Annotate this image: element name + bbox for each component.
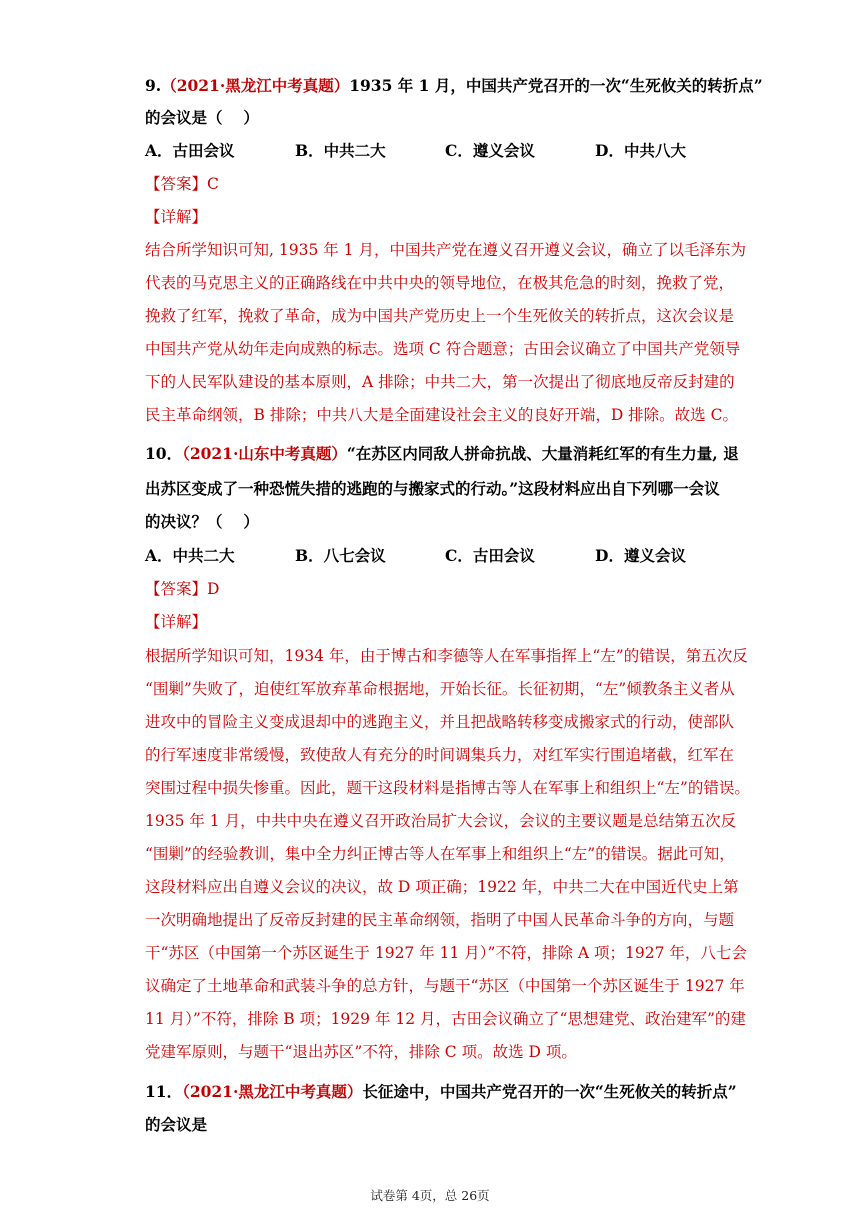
q9-option-a: A．古田会议 (145, 141, 235, 160)
q9-explanation-line: 结合所学知识可知, 1935 年 1 月，中国共产党在遵义召开遵义会议，确立了以毛泽东为 (145, 241, 746, 259)
q10-option-a: A．中共二大 (145, 546, 235, 565)
answer-label: 【答案】 (145, 175, 208, 193)
question-stem: 1935 年 1 月，中国共产党召开的一次“生死攸关的转折点” (349, 76, 763, 95)
q10-option-c: C．古田会议 (445, 546, 535, 565)
question-9-stem-line-1 (145, 76, 763, 96)
q10-explanation-line: 党建军原则，与题干“退出苏区”不符，排除 C 项。故选 D 项。 (145, 1043, 577, 1061)
question-number: 11． (145, 1082, 183, 1101)
q9-explanation-line: 民主革命纲领，B 排除；中共八大是全面建设社会主义的良好开端，D 排除。故选 C。 (145, 406, 738, 424)
q10-answer (145, 579, 219, 599)
question-number: 10． (145, 444, 183, 463)
question-10-stem-line-3: 的决议？（ ） (145, 512, 259, 531)
q10-explanation-line: “围剿”失败了，迫使红军放弃革命根据地，开始长征。长征初期，“左”倾教条主义者从 (145, 680, 735, 698)
q9-answer (145, 174, 219, 194)
answer-label: 【答案】 (145, 580, 208, 598)
q10-option-d: D．遵义会议 (595, 546, 686, 565)
q10-explanation-line: 11 月）”不符，排除 B 项；1929 年 12 月，古田会议确立了“思想建党、政治建军”的建 (145, 1010, 746, 1028)
q9-option-d: D．中共八大 (595, 141, 686, 160)
q10-explanation-line: “围剿”的经验教训，集中全力纠正博古等人在军事上和组织上“左”的错误。据此可知， (145, 845, 735, 863)
q10-explanation-line: 1935 年 1 月，中共中央在遵义召开政治局扩大会议，会议的主要议题是总结第五次反 (145, 812, 737, 830)
q10-explanation-line: 一次明确地提出了反帝反封建的民主革命纲领，指明了中国人民革命斗争的方向，与题 (145, 911, 735, 929)
q9-explanation-line: 下的人民军队建设的基本原则，A 排除；中共二大，第一次提出了彻底地反帝反封建的 (145, 373, 735, 391)
q10-option-b: B．八七会议 (295, 546, 386, 565)
q9-option-c: C．遵义会议 (445, 141, 535, 160)
question-11-stem-line-2: 的会议是 (145, 1115, 208, 1134)
q10-explanation-line: 这段材料应出自遵义会议的决议，故 D 项正确；1922 年，中共二大在中国近代史上第 (145, 878, 739, 896)
q10-explanation-line: 议确定了土地革命和武装斗争的总方针，与题干“苏区（中国第一个苏区诞生于 1927 年 (145, 977, 745, 995)
question-stem: 长征途中，中国共产党召开的一次“生死攸关的转折点” (362, 1082, 737, 1101)
q9-option-b: B．中共二大 (295, 141, 386, 160)
question-source: （2021·山东中考真题） (182, 444, 347, 463)
q9-explain-label: 【详解】 (145, 208, 208, 226)
q10-explanation-line: 进攻中的冒险主义变成退却中的逃跑主义，并且把战略转移变成搬家式的行动，使部队 (145, 713, 735, 731)
question-source: （2021·黑龙江中考真题） (182, 1082, 363, 1101)
q10-explanation-line: 的行军速度非常缓慢，致使敌人有充分的时间调集兵力，对红军实行围追堵截，红军在 (145, 746, 735, 764)
q9-explanation-line: 挽救了红军，挽救了革命，成为中国共产党历史上一个生死攸关的转折点，这次会议是 (145, 307, 735, 325)
q9-explanation-line: 代表的马克思主义的正确路线在中共中央的领导地位，在极其危急的时刻，挽救了党， (145, 274, 735, 292)
question-11-stem-line-1 (145, 1082, 737, 1102)
q9-explanation-line: 中国共产党从幼年走向成熟的标志。选项 C 符合题意；古田会议确立了中国共产党领导 (145, 340, 741, 358)
question-stem: “在苏区内同敌人拼命抗战、大量消耗红军的有生力量, 退 (346, 444, 739, 463)
page-footer: 试卷第 4页，总 26页 (370, 1188, 490, 1203)
q10-explanation-line: 根据所学知识可知，1934 年，由于博古和李德等人在军事指挥上“左”的错误，第五次反 (145, 647, 748, 665)
question-10-stem-line-2: 出苏区变成了一种恐慌失措的逃跑的与搬家式的行动。”这段材料应出自下列哪一会议 (145, 479, 720, 498)
q10-explain-label: 【详解】 (145, 613, 208, 631)
q10-explanation-line: 干“苏区（中国第一个苏区诞生于 1927 年 11 月）”不符，排除 A 项；1927 年，八七会 (145, 944, 747, 962)
q10-explanation-line: 突围过程中损失惨重。因此，题干这段材料是指博古等人在军事上和组织上“左”的错误。 (145, 779, 750, 797)
answer-value: D (207, 580, 220, 598)
answer-value: C (207, 175, 219, 193)
question-10-stem-line-1 (145, 444, 739, 464)
question-9-stem-line-2: 的会议是（ ） (145, 108, 259, 127)
question-number: 9. (145, 76, 162, 95)
question-source: （2021·黑龙江中考真题） (161, 76, 350, 95)
